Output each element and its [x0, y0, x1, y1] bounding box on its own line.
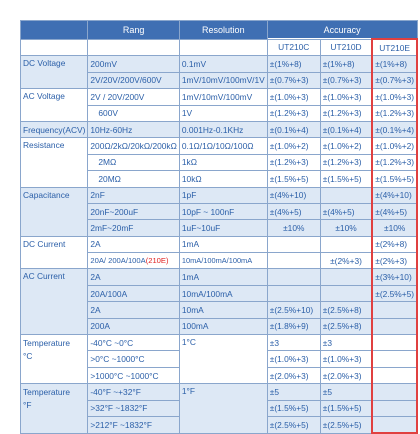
model-blank-1 — [21, 39, 88, 56]
category-dc-current: DC Current — [21, 236, 88, 269]
temperature-unit: °C — [23, 351, 33, 362]
resolution-cell: 10pF ~ 100nF — [179, 203, 267, 219]
accuracy-c-cell: ±(0.1%+4) — [267, 121, 320, 137]
table-row — [21, 384, 418, 400]
range-cell: >0°C ~1000°C — [88, 351, 180, 367]
range-cell: 600V — [88, 105, 180, 121]
accuracy-c-cell: ±(1.5%+5) — [267, 400, 320, 416]
accuracy-d-cell: ±(2.5%+5) — [320, 416, 372, 433]
category-temperature-c — [21, 335, 88, 384]
accuracy-e-cell: ±(0.7%+3) — [372, 72, 417, 88]
accuracy-c-cell: ±(0.7%+3) — [267, 72, 320, 88]
temperature-label: Temperature — [23, 387, 71, 398]
accuracy-c-cell: ±(4%+10) — [267, 187, 320, 203]
accuracy-e-cell: ±(1.2%+3) — [372, 105, 417, 121]
accuracy-e-cell: ±(0.1%+4) — [372, 121, 417, 137]
category-frequency: Frequency(ACV) — [21, 121, 88, 137]
accuracy-d-cell: ±(1.0%+2) — [320, 138, 372, 154]
accuracy-d-cell: ±(1.0%+3) — [320, 89, 372, 105]
accuracy-c-cell: ±(1.2%+3) — [267, 105, 320, 121]
resolution-cell: 10mA/100mA — [179, 285, 267, 301]
header-blank — [21, 21, 88, 40]
resolution-cell: 0.001Hz-0.1KHz — [179, 121, 267, 137]
resolution-cell: 0.1mV — [179, 56, 267, 72]
resolution-cell: 10kΩ — [179, 171, 267, 187]
accuracy-e-cell — [372, 367, 417, 383]
accuracy-c-cell: ±(1.8%+9) — [267, 318, 320, 334]
spec-table — [20, 20, 418, 434]
accuracy-e-cell: ±(1.5%+5) — [372, 171, 417, 187]
accuracy-d-cell: ±(2.0%+3) — [320, 367, 372, 383]
accuracy-d-cell: ±5 — [320, 384, 372, 400]
resolution-cell: 1pF — [179, 187, 267, 203]
range-cell: 2mF~20mF — [88, 220, 180, 236]
accuracy-e-cell — [372, 318, 417, 334]
accuracy-d-cell: ±(1.2%+3) — [320, 105, 372, 121]
resolution-cell: 1mA — [179, 236, 267, 252]
accuracy-c-cell: ±(2.5%+5) — [267, 416, 320, 433]
model-blank-2 — [88, 39, 180, 56]
temperature-unit: °F — [23, 400, 32, 411]
resolution-cell: 10mA — [179, 302, 267, 318]
range-cell: 200Ω/2kΩ/20kΩ/200kΩ — [88, 138, 180, 154]
accuracy-d-cell: ±(0.1%+4) — [320, 121, 372, 137]
range-cell — [88, 253, 180, 269]
accuracy-d-cell — [320, 285, 372, 301]
accuracy-e-cell: ±(1.0%+3) — [372, 89, 417, 105]
accuracy-c-cell — [267, 285, 320, 301]
resolution-cell: 0.1Ω/1Ω/10Ω/100Ω — [179, 138, 267, 154]
accuracy-e-cell — [372, 384, 417, 400]
table-row — [21, 236, 418, 252]
accuracy-d-cell — [320, 236, 372, 252]
range-cell: 20MΩ — [88, 171, 180, 187]
accuracy-e-cell — [372, 351, 417, 367]
accuracy-d-cell: ±(1.0%+3) — [320, 351, 372, 367]
model-ut210c: UT210C — [267, 39, 320, 56]
accuracy-c-cell: ±(2.0%+3) — [267, 367, 320, 383]
accuracy-c-cell: ±(2.5%+10) — [267, 302, 320, 318]
accuracy-e-cell: ±(1.2%+3) — [372, 154, 417, 170]
resolution-cell: 100mA — [179, 318, 267, 334]
table-row — [21, 269, 418, 285]
category-temperature-f — [21, 384, 88, 434]
accuracy-c-cell: ±5 — [267, 384, 320, 400]
range-cell: 2A — [88, 269, 180, 285]
category-dc-voltage: DC Voltage — [21, 56, 88, 89]
resolution-cell: 1kΩ — [179, 154, 267, 170]
table-row — [21, 56, 418, 72]
table-row — [21, 335, 418, 351]
range-cell: 2A — [88, 236, 180, 252]
accuracy-c-cell: ±3 — [267, 335, 320, 351]
range-cell: >212°F ~1832°F — [88, 416, 180, 433]
resolution-cell: 1mV/10mV/100mV/1V — [179, 72, 267, 88]
range-text: 20A/ 200A/100A — [90, 256, 146, 266]
accuracy-c-cell: ±(1.5%+5) — [267, 171, 320, 187]
accuracy-c-cell: ±10% — [267, 220, 320, 236]
accuracy-d-cell: ±(4%+5) — [320, 203, 372, 219]
range-cell: 2MΩ — [88, 154, 180, 170]
category-ac-voltage: AC Voltage — [21, 89, 88, 122]
accuracy-d-cell: ±10% — [320, 220, 372, 236]
accuracy-d-cell: ±(1%+8) — [320, 56, 372, 72]
accuracy-e-cell: ±(4%+10) — [372, 187, 417, 203]
accuracy-e-cell — [372, 335, 417, 351]
accuracy-c-cell: ±(1.0%+3) — [267, 351, 320, 367]
resolution-cell: 1mA — [179, 269, 267, 285]
range-cell: 2A — [88, 302, 180, 318]
table-row — [21, 187, 418, 203]
accuracy-d-cell: ±(1.5%+5) — [320, 171, 372, 187]
model-blank-3 — [179, 39, 267, 56]
accuracy-d-cell: ±(2.5%+8) — [320, 302, 372, 318]
accuracy-d-cell: ±(2%+3) — [320, 253, 372, 269]
accuracy-c-cell — [267, 236, 320, 252]
resolution-cell: 1uF~10uF — [179, 220, 267, 236]
accuracy-e-cell: ±(2.5%+5) — [372, 285, 417, 301]
header-range: Rang — [88, 21, 180, 40]
accuracy-e-cell — [372, 302, 417, 318]
resolution-cell: 1V — [179, 105, 267, 121]
accuracy-e-cell — [372, 416, 417, 433]
category-capacitance: Capacitance — [21, 187, 88, 236]
accuracy-e-cell: ±(2%+8) — [372, 236, 417, 252]
accuracy-c-cell: ±(1.2%+3) — [267, 154, 320, 170]
table-row — [21, 121, 418, 137]
range-cell: 200mV — [88, 56, 180, 72]
resolution-cell: 1°C — [179, 335, 267, 384]
range-cell: 10Hz-60Hz — [88, 121, 180, 137]
accuracy-d-cell: ±(1.5%+5) — [320, 400, 372, 416]
header-resolution: Resolution — [179, 21, 267, 40]
accuracy-d-cell: ±(2.5%+8) — [320, 318, 372, 334]
range-cell: 2nF — [88, 187, 180, 203]
model-row — [21, 39, 418, 56]
accuracy-e-cell: ±(1.0%+2) — [372, 138, 417, 154]
category-ac-current: AC Current — [21, 269, 88, 335]
range-cell: 200A — [88, 318, 180, 334]
range-cell: 2V / 20V/200V — [88, 89, 180, 105]
header-row — [21, 21, 418, 40]
temperature-label: Temperature — [23, 338, 71, 349]
accuracy-d-cell: ±(1.2%+3) — [320, 154, 372, 170]
range-cell: >1000°C ~1000°C — [88, 367, 180, 383]
accuracy-d-cell — [320, 187, 372, 203]
accuracy-c-cell — [267, 253, 320, 269]
resolution-cell: 1mV/10mV/100mV — [179, 89, 267, 105]
accuracy-e-cell: ±(3%+10) — [372, 269, 417, 285]
accuracy-d-cell: ±(0.7%+3) — [320, 72, 372, 88]
accuracy-e-cell: ±(4%+5) — [372, 203, 417, 219]
accuracy-e-cell: ±10% — [372, 220, 417, 236]
accuracy-c-cell: ±(1.0%+2) — [267, 138, 320, 154]
accuracy-c-cell: ±(1.0%+3) — [267, 89, 320, 105]
accuracy-e-cell: ±(2%+3) — [372, 253, 417, 269]
range-note: (210E) — [145, 256, 169, 266]
range-cell: >32°F ~1832°F — [88, 400, 180, 416]
resolution-cell: 10mA/100mA/100mA — [179, 253, 267, 269]
range-cell: -40°C ~0°C — [88, 335, 180, 351]
model-ut210d: UT210D — [320, 39, 372, 56]
range-cell: -40°F ~+32°F — [88, 384, 180, 400]
table-row — [21, 89, 418, 105]
header-accuracy: Accuracy — [267, 21, 417, 40]
accuracy-e-cell: ±(1%+8) — [372, 56, 417, 72]
range-cell: 20nF~200uF — [88, 203, 180, 219]
resolution-cell: 1°F — [179, 384, 267, 434]
accuracy-e-cell — [372, 400, 417, 416]
accuracy-c-cell — [267, 269, 320, 285]
category-resistance: Resistance — [21, 138, 88, 187]
accuracy-d-cell: ±3 — [320, 335, 372, 351]
accuracy-c-cell: ±(4%+5) — [267, 203, 320, 219]
accuracy-d-cell — [320, 269, 372, 285]
accuracy-c-cell: ±(1%+8) — [267, 56, 320, 72]
table-row — [21, 138, 418, 154]
model-ut210e: UT210E — [372, 39, 417, 56]
range-cell: 20A/100A — [88, 285, 180, 301]
range-cell: 2V/20V/200V/600V — [88, 72, 180, 88]
